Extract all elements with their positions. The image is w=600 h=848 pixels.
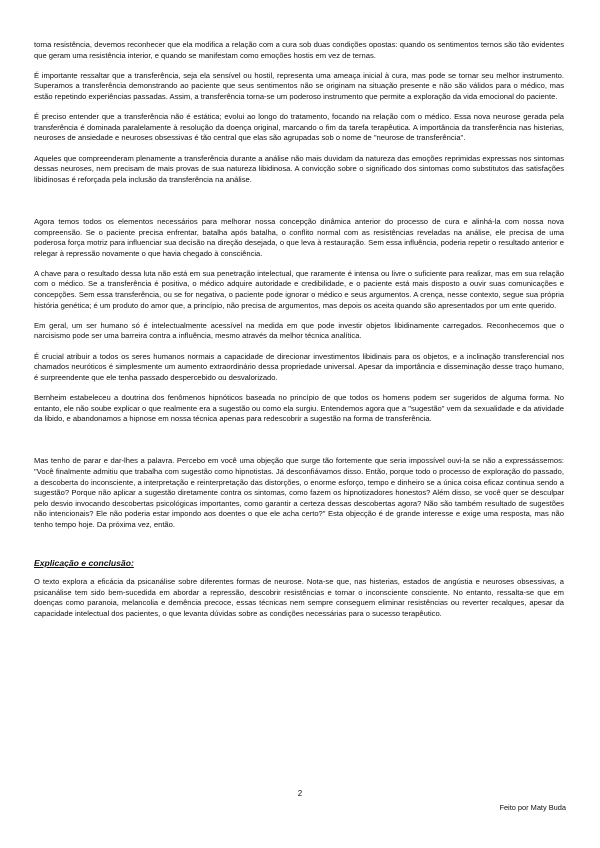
section-spacer bbox=[34, 434, 564, 456]
paragraph-resistencia: torna resistência, devemos reconhecer que ela modifica a relação com a cura sob duas condições opostas: quando os sentimentos ternos são tão evidentes que geram uma resistência interior, e quando se manifestam como emoções hostis em vez de ternas. bbox=[34, 40, 564, 60]
document-body bbox=[34, 40, 564, 629]
section-spacer bbox=[34, 540, 564, 558]
paragraph-ameaca-cura: É importante ressaltar que a transferência, seja ela sensível ou hostil, representa uma ameaça inicial à cura, mas pode se tornar seu melhor instrumento. Superamos a transferência demonstrando ao paciente que seus sentimentos não se originam na situação presente e não são válidos para o médico, mas estão repetindo experiências passadas. Assim, a transferência torna-se um poderoso instrumento que permite a exploração da vida emocional do paciente. bbox=[34, 70, 564, 101]
paragraph-concepcao-dinamica: Agora temos todos os elementos necessários para melhorar nossa concepção dinâmica anterior do processo de cura e alinhá-la com nossa nova compreensão. Se o paciente precisa enfrentar, batalha após batalha, o conflito normal com as resistências reveladas na análise, ele precisa de uma poderosa força motriz para influenciar sua decisão na direção desejada, o que leva à restauração. Sem essa influência, poderia repetir o resultado anterior e relegar à repressão novamente o que havia chegado à consciência. bbox=[34, 216, 564, 258]
paragraph-capacidade-libidinal: É crucial atribuir a todos os seres humanos normais a capacidade de direcionar investimentos libidinais para os objetos, e a inclinação transferencial nos chamados neuróticos é simplesmente um aumento extraordinário dessa propriedade universal. Apesar da importância e disseminação desse traço humano, é surpreendente que ele tenha passado despercebido ou desvalorizado. bbox=[34, 351, 564, 382]
conclusion-paragraph: O texto explora a eficácia da psicanálise sobre diferentes formas de neurose. Nota-se que, nas histerias, estados de angústia e neuroses obsessivas, a psicanálise tem sido bem-sucedida em abordar a repressão, descobrir resistências e tornar o inconsciente consciente. No entanto, ressalta-se que em doenças como paranoia, melancolia e demência precoce, essas técnicas nem sempre conseguem eliminar resistências ou reverter recalques, apesar da capacidade intelectual dos pacientes, o que levanta dúvidas sobre as condições necessárias para o sucesso terapêutico. bbox=[34, 577, 564, 618]
section-spacer bbox=[34, 195, 564, 217]
conclusion-heading: Explicação e conclusão: bbox=[34, 558, 134, 569]
paragraph-acessivel: Em geral, um ser humano só é intelectualmente acessível na medida em que pode investir objetos libidinamente carregados. Reconhecemos que o narcisismo pode ser uma barreira contra a influência, mesmo através da melhor técnica analítica. bbox=[34, 320, 564, 341]
author-note: Feito por Maty Buda bbox=[499, 803, 566, 812]
paragraph-bernheim: Bernheim estabeleceu a doutrina dos fenômenos hipnóticos baseada no princípio de que todos os homens podem ser sugeridos de alguma forma. No entanto, ele não soube explicar o que realmente era a sugestão ou como ela surgiu. Entendemos agora que a "sugestão" vem da sexualidade e da atividade da libido, e abandonamos a hipnose em nossa técnica apenas para redescobrir a sugestão na forma de transferência. bbox=[34, 393, 564, 424]
paragraph-chave-resultado: A chave para o resultado dessa luta não está em sua penetração intelectual, que raramente é intensa ou livre o suficiente para realizar, mas em sua relação com o médico. Se a transferência é positiva, o médico adquire autoridade e credibilidade, e o paciente está mais disposto a ouvir suas comunicações e concepções. Sem essa transferência, ou se for negativa, o paciente pode ignorar o médico e seus argumentos. A crença, nesse contexto, segue sua própria história genética; é um produto do amor que, a princípio, não precisa de argumentos, mas depois os aceita quando são apresentados por um ente querido. bbox=[34, 268, 564, 310]
paragraph-nao-estatica: É preciso entender que a transferência não é estática; evolui ao longo do tratamento, focando na relação com o médico. Essa nova neurose gerada pela transferência é dominada paralelamente à resolução da doença original, marcando o fim da tarefa terapêutica. A importância da transferência nas histerias, neuroses de ansiedade e neuroses obsessivas é tão central que elas são agrupadas sob o nome de "neurose de transferência". bbox=[34, 112, 564, 143]
paragraph-objecao: Mas tenho de parar e dar-lhes a palavra. Percebo em você uma objeção que surge tão fortemente que seria impossível ouvi-la se não a expressássemos: "Você finalmente admitiu que trabalha com sugestão como hipnotistas. Já desconfiávamos disso. Então, porque todo o processo de exploração do passado, a descoberta do inconsciente, a interpretação e reinterpretação das distorções, o enorme esforço, tempo e dinheiro se a única coisa eficaz continua sendo a sugestão? Porque não aplicar a sugestão diretamente contra os sintomas, como fazem os hipnotizadores honestos? Além disso, se você quer se desculpar pelo desvio invocando descobertas psicológicas importantes, como garantir a certeza dessas descobertas agora? Não são também resultado de sugestões não intencionais? Ele não poderia estar impondo aos doentes o que ele acha certo?" Esta objecção é de grande interesse e exige uma resposta, mas não tenho tempo hoje. Da próxima vez, então. bbox=[34, 456, 564, 529]
page-number: 2 bbox=[297, 789, 303, 798]
paragraph-emocoes-reprimidas: Aqueles que compreenderam plenamente a transferência durante a análise não mais duvidam da natureza das emoções reprimidas expressas nos sintomas dessas neuroses, nem precisam de mais provas de sua natureza libidinosa. A convicção sobre o significado dos sintomas como substitutos das satisfações libidinosas é reforçada pela inclusão da transferência na análise. bbox=[34, 153, 564, 184]
